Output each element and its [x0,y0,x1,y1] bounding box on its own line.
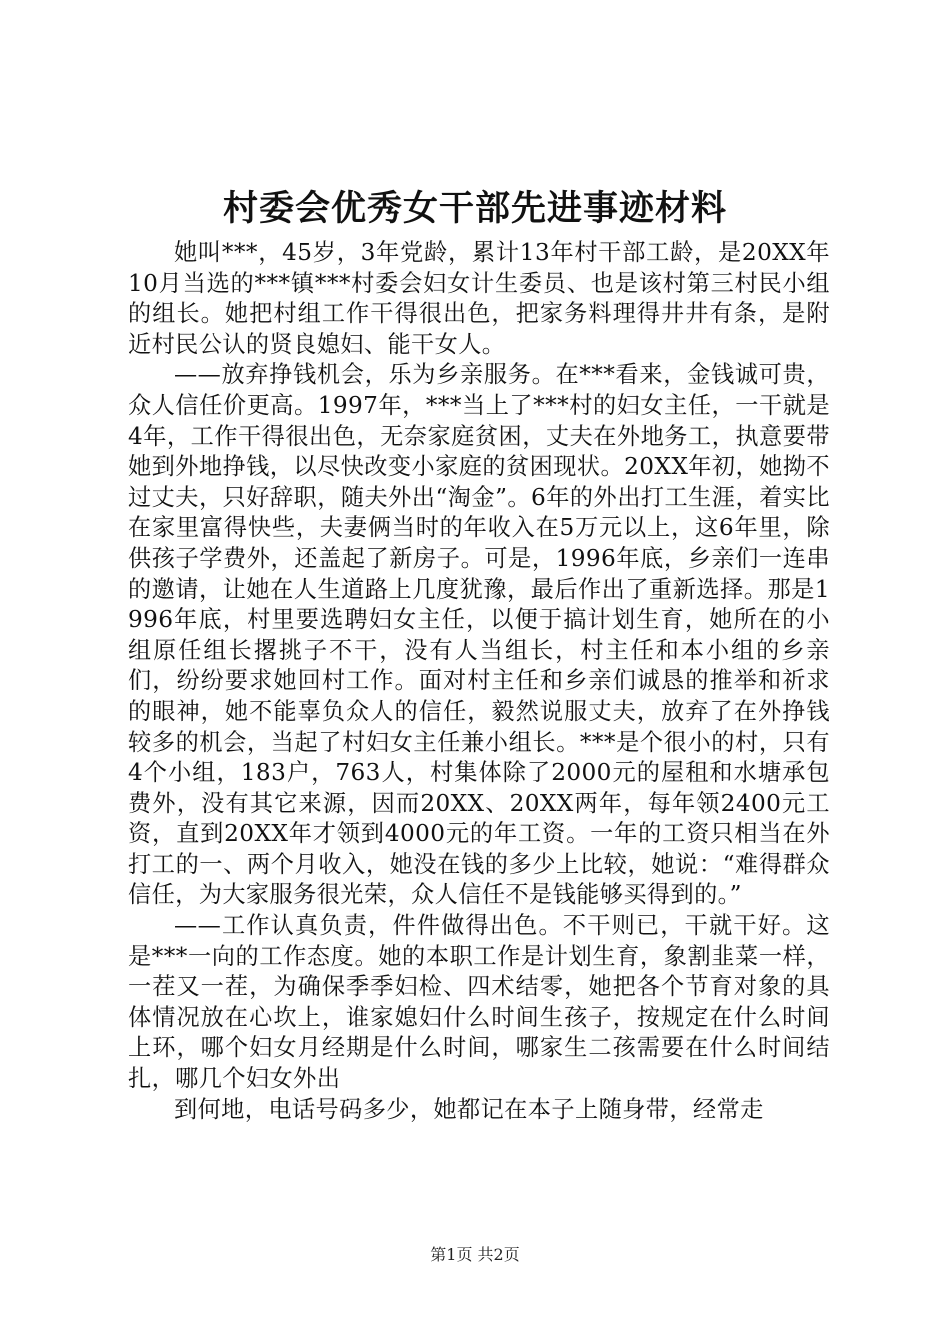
paragraph-intro: 她叫***，45岁，3年党龄，累计13年村干部工龄，是20XX年10月当选的***镇***村委会妇女计生委员、也是该村第三村民小组的组长。她把村组工作干得很出色，把家务料理得井井有条，是附近村民公认的贤良媳妇、能干女人。 [128,239,830,358]
page-footer: 第1页 共2页 [430,1245,520,1264]
document-body [128,238,830,1125]
document-title: 村委会优秀女干部先进事迹材料 [222,188,727,229]
paragraph-continued: 到何地，电话号码多少，她都记在本子上随身带，经常走 [174,1095,764,1123]
paragraph-work-responsible: ——工作认真负责，件件做得出色。不干则已，干就干好。这是***一向的工作态度。她的本职工作是计划生育，象割韭菜一样，一茬又一茬，为确保季季妇检、四术结零，她把各个节育对象的具体情况放在心坎上，谁家媳妇什么时间生孩子，按规定在什么时间上环，哪个妇女月经期是什么时间，哪家生二孩需要在什么时间结扎，哪几个妇女外出 [128,912,830,1093]
paragraph-give-up-money: ——放弃挣钱机会，乐为乡亲服务。在***看来，金钱诚可贵，众人信任价更高。1997年，***当上了***村的妇女主任，一干就是4年，工作干得很出色，无奈家庭贫困，丈夫在外地务工，执意要带她到外地挣钱，以尽快改变小家庭的贫困现状。20XX年初，她拗不过丈夫，只好辞职，随夫外出“淘金”。6年的外出打工生涯，着实比在家里富得快些，夫妻俩当时的年收入在5万元以上，这6年里，除供孩子学费外，还盖起了新房子。可是，1996年底，乡亲们一连串的邀请，让她在人生道路上几度犹豫，最后作出了重新选择。那是1996年底，村里要选聘妇女主任，以便于搞计划生育，她所在的小组原任组长撂挑子不干，没有人当组长，村主任和本小组的乡亲们，纷纷要求她回村工作。面对村主任和乡亲们诚恳的推举和祈求的眼神，她不能辜负众人的信任，毅然说服丈夫，放弃了在外挣钱较多的机会，当起了村妇女主任兼小组长。***是个很小的村，只有4个小组，183户，763人，村集体除了2000元的屋租和水塘承包费外，没有其它来源，因而20XX、20XX两年，每年领2400元工资，直到20XX年才领到4000元的年工资。一年的工资只相当在外打工的一、两个月收入，她没在钱的多少上比较，她说：“难得群众信任，为大家服务很光荣，众人信任不是钱能够买得到的。” [128,361,830,909]
